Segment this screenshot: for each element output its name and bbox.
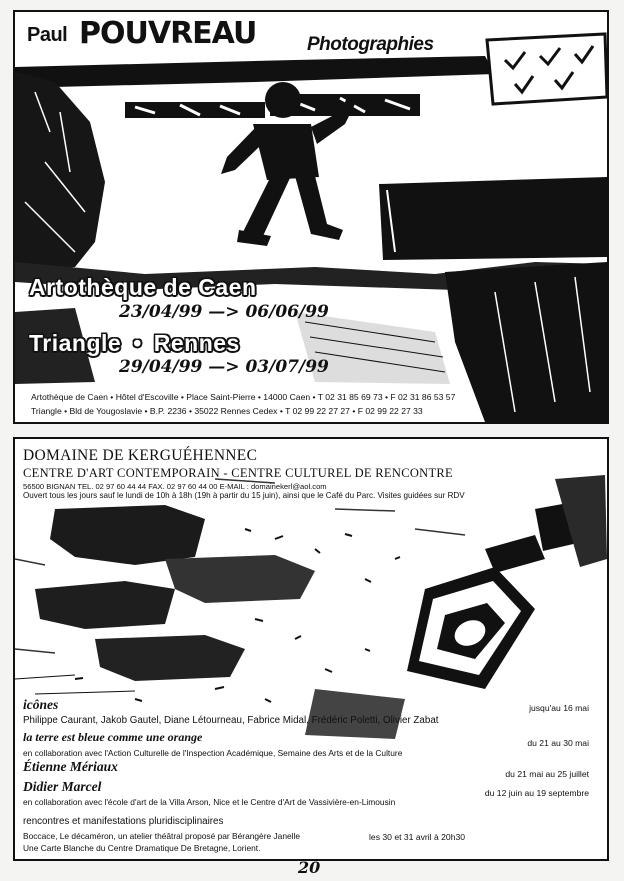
dates-triangle: 29/04/99 —> 03/07/99 (119, 357, 329, 377)
venue-artotheque: Artothèque de Caen (29, 274, 257, 300)
artist-first-name: Paul (27, 24, 68, 46)
dates-artotheque: 23/04/99 —> 06/06/99 (119, 302, 329, 322)
page-number: 20 (298, 858, 321, 877)
exhibition-subtitle: Photographies (307, 34, 434, 55)
domain-contact: 56500 BIGNAN TEL. 02 97 60 44 44 FAX. 02 97 60 44 00 E-MAIL : domainekerl@aol.com (23, 482, 327, 491)
event-date-terre-bleue: du 21 au 30 mai (527, 738, 589, 748)
pouvreau-exhibition-ad (13, 10, 609, 424)
kerguehennec-ad (13, 437, 609, 861)
venue-rennes: Rennes (153, 330, 240, 356)
domain-title: DOMAINE DE KERGUÉHENNEC (23, 447, 258, 464)
event-detail-boccace: Boccace, Le décaméron, un atelier théâtral proposé par Bérangère Janelle (23, 831, 301, 841)
event-date-rencontres: les 30 et 31 avril à 20h30 (369, 832, 466, 842)
venue-triangle: Triangle (29, 330, 122, 356)
venue-triangle-rennes (29, 330, 240, 357)
event-date-marcel: du 12 juin au 19 septembre (484, 788, 589, 798)
event-date-meriaux: du 21 mai au 25 juillet (505, 769, 589, 779)
domain-subtitle: CENTRE D'ART CONTEMPORAIN - CENTRE CULTUREL DE RENCONTRE (23, 466, 453, 480)
artist-last-name: POUVREAU (79, 16, 257, 51)
event-title-terre-bleue: la terre est bleue comme une orange (23, 730, 203, 744)
event-date-icones: jusqu'au 16 mai (529, 703, 589, 713)
event-detail-marcel: en collaboration avec l'école d'art de la Villa Arson, Nice et le Centre d'Art de Vassivière-en-Limousin (23, 797, 396, 807)
event-title-meriaux: Étienne Mériaux (23, 759, 118, 774)
address-artotheque: Artothèque de Caen • Hôtel d'Escoville • Place Saint-Pierre • 14000 Caen • T 02 31 85 69 73 • F 02 31 86 53 57 (31, 392, 456, 402)
venue-separator: • (133, 330, 142, 356)
domain-hours: Ouvert tous les jours sauf le lundi de 10h à 18h (19h à partir du 15 juin), ainsi que le Café du Parc. Visites guidées sur RDV (23, 491, 465, 500)
event-artists-icones: Philippe Caurant, Jakob Gautel, Diane Létourneau, Fabrice Midal, Frédéric Poletti, Olivier Zabat (23, 715, 439, 726)
address-triangle: Triangle • Bld de Yougoslavie • B.P. 2236 • 35022 Rennes Cedex • T 02 99 22 27 27 • F 02 99 22 27 33 (31, 406, 423, 416)
event-detail-carte-blanche: Une Carte Blanche du Centre Dramatique De Bretagne, Lorient. (23, 843, 261, 853)
event-title-icones: icônes (23, 697, 59, 712)
event-title-rencontres: rencontres et manifestations pluridisciplinaires (23, 816, 224, 827)
event-detail-terre-bleue: en collaboration avec l'Action Culturelle de l'Inspection Académique, Semaine des Arts et de la Culture (23, 748, 403, 758)
event-title-marcel: Didier Marcel (23, 779, 102, 794)
